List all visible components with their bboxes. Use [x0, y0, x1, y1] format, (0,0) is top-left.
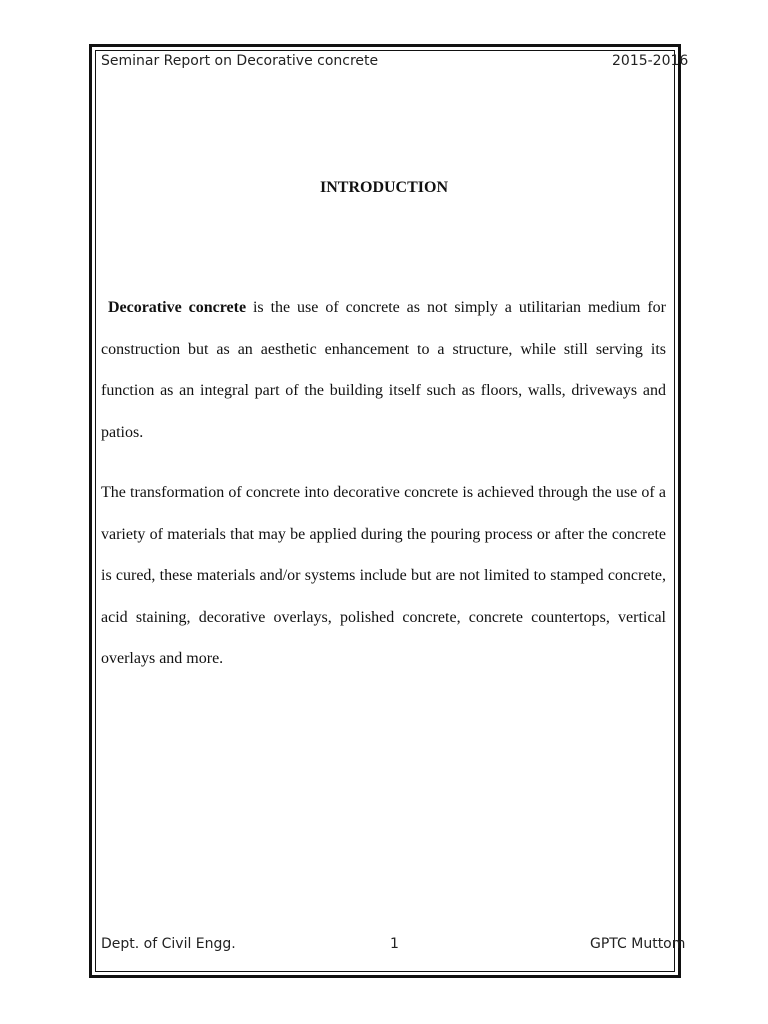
- paragraph-definition-text: is the use of concrete as not simply a utilitarian medium for construction but as an aesthetic enhancement to a structure, while still serving its function as an integral part of the building itself such as floors, walls, driveways and patios.: [101, 299, 666, 441]
- footer-page-number: 1: [390, 936, 399, 952]
- header-year: 2015-2016: [612, 53, 689, 69]
- paragraph-definition: [101, 287, 666, 453]
- paragraph-transformation: The transformation of concrete into decorative concrete is achieved through the use of a variety of materials that may be applied during the pouring process or after the concrete is cured, these materials and/or systems include but are not limited to stamped concrete, acid staining, decorative overlays, polished concrete, concrete countertops, vertical overlays and more.: [101, 484, 666, 667]
- section-title: INTRODUCTION: [319, 179, 448, 196]
- footer-institution: GPTC Muttom: [590, 936, 686, 952]
- defined-term: Decorative concrete: [107, 299, 247, 316]
- header-report-title: Seminar Report on Decorative concrete: [101, 53, 379, 69]
- footer-department: Dept. of Civil Engg.: [101, 936, 236, 952]
